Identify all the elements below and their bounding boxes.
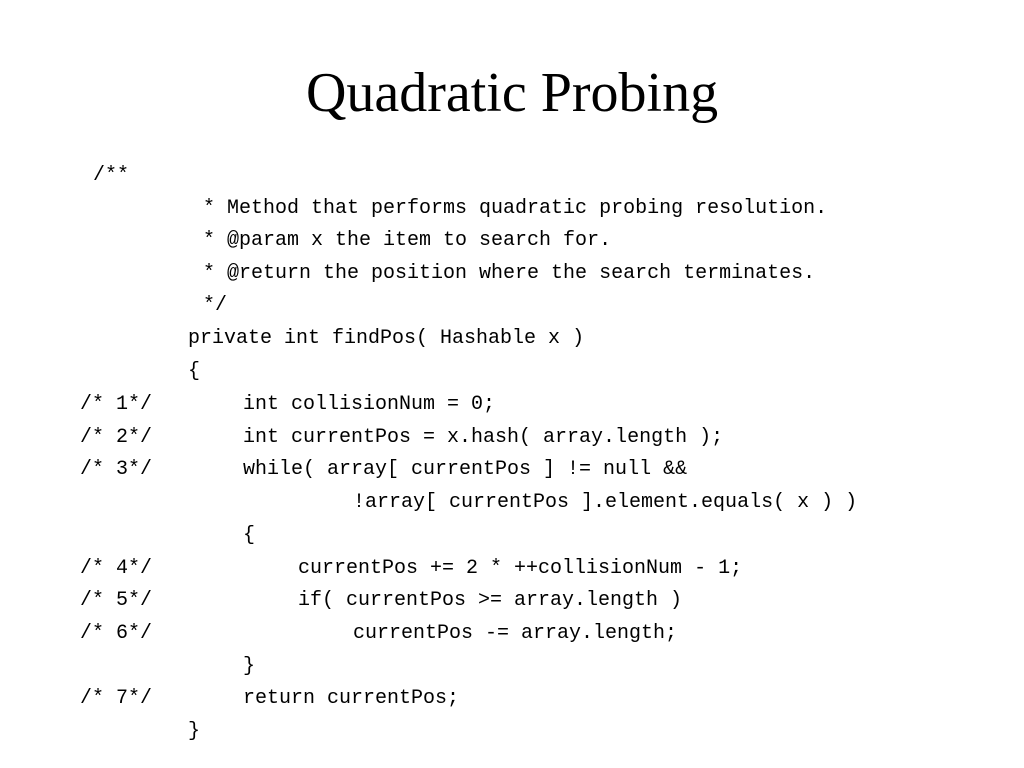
code-comment-line: * @return the position where the search terminates. [203, 262, 816, 285]
code-brace-close: } [243, 655, 256, 678]
code-brace-close: } [188, 720, 201, 743]
code-line-number: /* 5*/ [80, 589, 153, 612]
code-line-number: /* 7*/ [80, 687, 153, 710]
code-comment-line: * Method that performs quadratic probing resolution. [203, 197, 828, 220]
code-comment-close: */ [203, 294, 228, 317]
code-statement: while( array[ currentPos ] != null && [243, 458, 688, 481]
code-statement: int collisionNum = 0; [243, 393, 496, 416]
code-line-number: /* 6*/ [80, 622, 153, 645]
code-line-number: /* 3*/ [80, 458, 153, 481]
code-comment-line: * @param x the item to search for. [203, 229, 612, 252]
code-line-number: /* 1*/ [80, 393, 153, 416]
code-line-number: /* 2*/ [80, 426, 153, 449]
code-method-signature: private int findPos( Hashable x ) [188, 327, 585, 350]
code-brace-open: { [188, 360, 201, 383]
code-line-number: /* 4*/ [80, 557, 153, 580]
code-statement: currentPos -= array.length; [353, 622, 678, 645]
code-statement: return currentPos; [243, 687, 460, 710]
code-comment-open: /** [93, 164, 130, 187]
code-statement-continuation: !array[ currentPos ].element.equals( x ) ) [353, 491, 858, 514]
slide-title: Quadratic Probing [305, 62, 719, 124]
code-statement: currentPos += 2 * ++collisionNum - 1; [298, 557, 743, 580]
code-statement: int currentPos = x.hash( array.length ); [243, 426, 724, 449]
code-statement: if( currentPos >= array.length ) [298, 589, 683, 612]
code-brace-open: { [243, 524, 256, 547]
